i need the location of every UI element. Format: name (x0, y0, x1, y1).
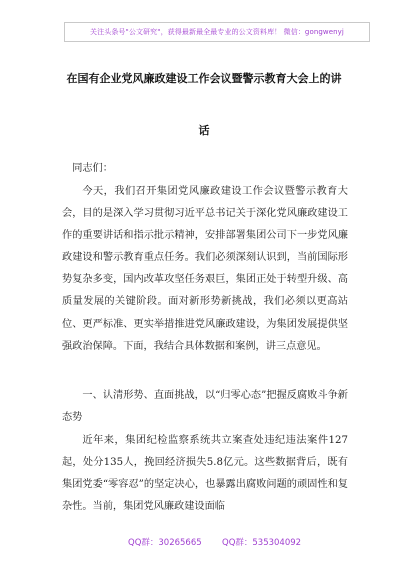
document-title-line-2: 话 (198, 124, 210, 137)
header-banner-text: 关注头条号"公文研究"，获得最新最全最专业的公文资料库！ 微信：gongwenyj (90, 28, 344, 36)
salutation: 同志们： (72, 163, 113, 174)
header-banner (64, 22, 370, 42)
section-heading-1: 一、认清形势、直面挑战，以“归零心态”把握反腐败斗争新态势 (62, 390, 348, 424)
document-title-line-1: 在国有企业党风廉政建设工作会议暨警示教育大会上的讲 (66, 72, 342, 85)
body-paragraph-2: 近年来，集团纪检监察系统共立案查处违纪违法案件127起，处分135人，挽回经济损失5.8亿元。这些数据背后，既有集团党委“零容忍”的坚定决心，也暴露出腐败问题的顽固性和复杂性。当前，集团党风廉政建设面临 (62, 435, 348, 513)
body-paragraph-1: 今天，我们召开集团党风廉政建设工作会议暨警示教育大会，目的是深入学习贯彻习近平总书记关于深化党风廉政建设工作的重要讲话和指示批示精神，安排部署集团公司下一步党风廉政建设和警示教育重点任务。我们必须深刻认识到，当前国际形势复杂多变，国内改革攻坚任务艰巨，集团正处于转型升级、高质量发展的关键阶段。面对新形势新挑战，我们必须以更高站位、更严标准、更实举措推进党风廉政建设，为集团发展提供坚强政治保障。下面，我结合具体数据和案例，讲三点意见。 (62, 186, 348, 352)
footer-qq-group-2: QQ群：535304092 (222, 538, 302, 548)
footer-qq-group-1: QQ群：30265665 (128, 538, 202, 548)
page-footer (0, 536, 408, 550)
